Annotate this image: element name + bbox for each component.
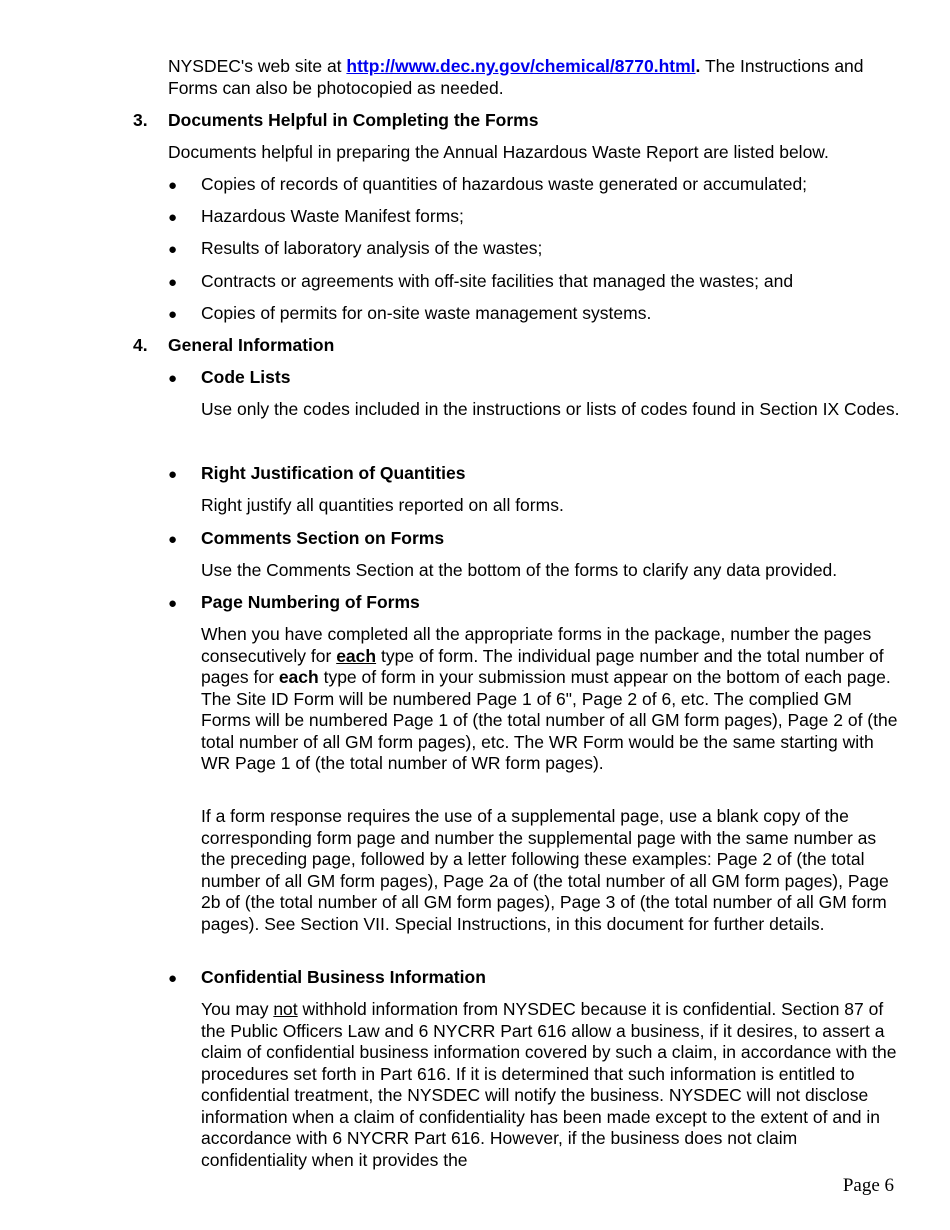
bullet-icon: ● — [168, 370, 178, 387]
page-numbering-paragraph-2: If a form response requires the use of a supplemental page, use a blank copy of the corresponding form page and number the supplemental page with the same number as the preceding page, followed by a letter following these examples: Page 2 of (the total number of all GM form pages), Page 2a of (the total number of all GM form pages), Page 2b of (the total number of all GM form pages), Page 3 of (the total number of all GM form pages). See Section VII. Special Instructions, in this document for further details. — [201, 806, 889, 934]
p1-emphasis-each-2: each — [278, 667, 319, 687]
intro-suffix: The Instructions and Forms can also be photocopied as needed. — [168, 56, 864, 98]
right-justification-heading: Right Justification of Quantities — [201, 463, 466, 483]
conf-text-a: You may — [201, 999, 274, 1019]
page-number: Page 6 — [842, 1175, 894, 1196]
bullet-icon: ● — [168, 531, 178, 548]
bullet-icon: ● — [168, 209, 178, 226]
conf-emphasis-not: not — [273, 999, 298, 1019]
page-numbering-heading: Page Numbering of Forms — [201, 592, 420, 612]
section-3-intro: Documents helpful in preparing the Annual Hazardous Waste Report are listed below. — [168, 142, 829, 162]
page-numbering-paragraph-1 — [201, 624, 901, 775]
bullet-icon: ● — [168, 241, 178, 258]
comments-text: Use the Comments Section at the bottom of the forms to clarify any data provided. — [201, 560, 838, 580]
confidential-heading: Confidential Business Information — [201, 967, 486, 987]
bullet-icon: ● — [168, 306, 178, 323]
list-item: Copies of permits for on-site waste management systems. — [201, 303, 652, 323]
bullet-icon: ● — [168, 466, 178, 483]
bullet-icon: ● — [168, 274, 178, 291]
confidential-paragraph — [201, 999, 901, 1171]
section-3-title: Documents Helpful in Completing the Forms — [168, 110, 539, 130]
section-3-number: 3. — [133, 110, 148, 130]
bullet-icon: ● — [168, 177, 178, 194]
list-item: Results of laboratory analysis of the wastes; — [201, 238, 543, 258]
list-item: Contracts or agreements with off-site facilities that managed the wastes; and — [201, 271, 794, 291]
code-lists-text: Use only the codes included in the instructions or lists of codes found in Section IX Codes. — [201, 399, 900, 419]
list-item: Copies of records of quantities of hazardous waste generated or accumulated; — [201, 174, 808, 194]
p1-text-c: type of form in your submission must appear on the bottom of each page. The Site ID Form will be numbered Page 1 of 6", Page 2 of 6, etc. The complied GM Forms will be numbered Page 1 of (the total number of all GM form pages), Page 2 of (the total number of all GM form pages), etc. The WR Form would be the same starting with WR Page 1 of (the total number of WR form pages). — [201, 667, 898, 773]
dec-website-link[interactable]: http://www.dec.ny.gov/chemical/8770.html — [346, 56, 696, 76]
intro-paragraph — [168, 56, 908, 99]
right-justification-text: Right justify all quantities reported on all forms. — [201, 495, 564, 515]
section-4-number: 4. — [133, 335, 148, 355]
bullet-icon: ● — [168, 970, 178, 987]
bullet-icon: ● — [168, 595, 178, 612]
intro-text: NYSDEC's web site at — [168, 56, 347, 76]
section-4-title: General Information — [168, 335, 335, 355]
conf-text-b: withhold information from NYSDEC because it is confidential. Section 87 of the Public Officers Law and 6 NYCRR Part 616 allow a business, if it desires, to assert a claim of confidential business information covered by such a claim, in accordance with the procedures set forth in Part 616. If it is determined that such information is entitled to confidential treatment, the NYSDEC will notify the business. NYSDEC will not disclose information when a claim of confidentiality has been made except to the extent of and in accordance with 6 NYCRR Part 616. However, if the business does not claim confidentiality when it provides the — [201, 999, 897, 1170]
intro-period: . — [695, 56, 701, 76]
p1-text-b: type of form. The individual page number and the total number of pages for — [201, 645, 884, 687]
code-lists-heading: Code Lists — [201, 367, 291, 387]
p1-emphasis-each: each — [336, 645, 377, 666]
comments-heading: Comments Section on Forms — [201, 528, 445, 548]
list-item: Hazardous Waste Manifest forms; — [201, 206, 464, 226]
p1-text-a: When you have completed all the appropriate forms in the package, number the pages consecutively for — [201, 624, 872, 666]
